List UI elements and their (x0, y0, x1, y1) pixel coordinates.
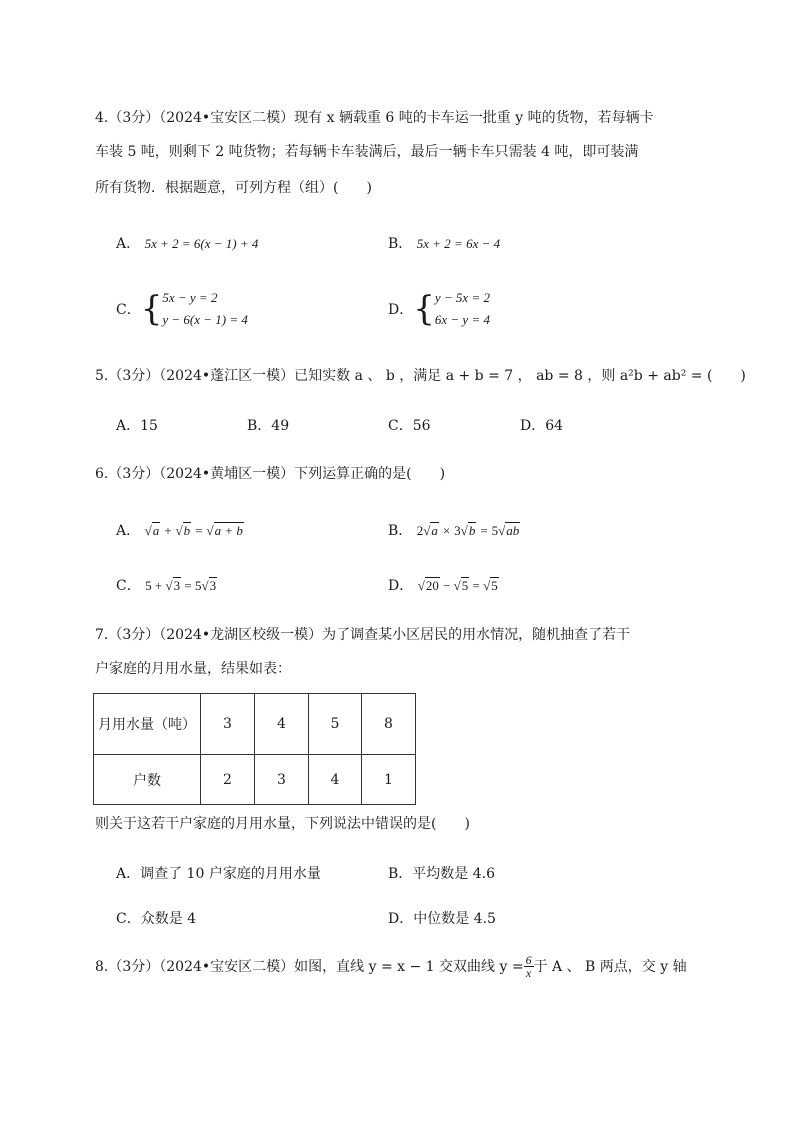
fraction-denominator: x (525, 966, 532, 980)
table-cell: 4 (309, 755, 362, 805)
q5-option-c[interactable]: C．56 (388, 418, 431, 434)
q5-option-a[interactable]: A．15 (116, 418, 158, 434)
q6-stem: 6.（3分）（2024•黄埔区一模）下列运算正确的是( ) (95, 466, 446, 482)
table-cell: 2 (201, 755, 255, 805)
q5-stem: 5.（3分）（2024•蓬江区一模）已知实数 a 、 b ，满足 a + b = 7 ， ab = 8 ，则 a²b + ab² = ( ) (95, 368, 746, 384)
option-label: B． (388, 236, 413, 252)
q4-stem-line2: 车装 5 吨，则剩下 2 吨货物；若每辆卡车装满后，最后一辆卡车只需装 4 吨，即可装满 (95, 144, 639, 160)
option-expression: √a + √b = √a + b (144, 523, 243, 538)
system-brace: { (413, 289, 435, 329)
option-expression: 5x + 2 = 6x − 4 (416, 236, 501, 251)
q8-stem-end: 于 A 、 B 两点，交 y 轴 (533, 958, 687, 975)
table-cell: 3 (255, 755, 309, 805)
equation-system (162, 287, 248, 331)
table-row (94, 755, 416, 805)
q8-stem-start: 8.（3分）（2024•宝安区二模）如图，直线 y = x − 1 交双曲线 y = (95, 958, 524, 975)
table-cell: 8 (362, 694, 416, 755)
q6-option-d[interactable] (388, 576, 499, 596)
q7-option-c[interactable]: C．众数是 4 (116, 911, 197, 927)
table-cell: 1 (362, 755, 416, 805)
q4-option-a[interactable] (116, 234, 258, 254)
equation: y − 5x = 2 (434, 290, 490, 305)
option-label: D． (388, 578, 414, 594)
equation: 6x − y = 4 (434, 312, 490, 327)
equation: y − 6(x − 1) = 4 (162, 312, 248, 327)
option-expression: 5x + 2 = 6(x − 1) + 4 (144, 236, 259, 251)
q7-option-a[interactable]: A．调查了 10 户家庭的月用水量 (116, 866, 321, 882)
q6-option-a[interactable] (116, 521, 244, 541)
fraction-numerator: 6 (525, 953, 532, 967)
q4-stem-line1: 4.（3分）（2024•宝安区二模）现有 x 辆载重 6 吨的卡车运一批重 y 吨的货物，若每辆卡 (95, 110, 654, 126)
option-label: D． (388, 302, 414, 318)
option-expression: √20 − √5 = √5 (417, 578, 498, 593)
table-row-header: 月用水量（吨） (94, 694, 201, 755)
table-cell: 3 (201, 694, 255, 755)
option-label: A． (116, 523, 141, 539)
option-expression: 5 + √3 = 5√3 (145, 578, 217, 593)
q6-option-c[interactable] (116, 576, 217, 596)
q4-option-d[interactable] (388, 286, 490, 332)
table-cell: 4 (255, 694, 309, 755)
q5-option-d[interactable]: D．64 (520, 418, 564, 434)
option-label: B． (388, 523, 413, 539)
equation: 5x − y = 2 (162, 290, 218, 305)
q7-stem-line1: 7.（3分）（2024•龙湖区校级一模）为了调查某小区居民的用水情况，随机抽查了若干 (95, 627, 631, 643)
option-label: C． (116, 578, 141, 594)
table-row-header: 户数 (94, 755, 201, 805)
q4-option-b[interactable] (388, 234, 500, 254)
system-brace: { (140, 289, 163, 329)
q5-option-b[interactable]: B．49 (247, 418, 290, 434)
fraction (524, 954, 534, 979)
q6-option-b[interactable] (388, 521, 520, 541)
option-label: C． (116, 302, 141, 318)
option-label: A． (116, 236, 141, 252)
table-row (94, 694, 416, 755)
option-expression: 2√a × 3√b = 5√ab (416, 523, 520, 538)
q8-stem (95, 954, 687, 979)
q7-option-d[interactable]: D．中位数是 4.5 (388, 911, 496, 927)
q7-question: 则关于这若干户家庭的月用水量，下列说法中错误的是( ) (95, 816, 470, 832)
q4-option-c[interactable] (116, 286, 248, 332)
water-usage-table (93, 693, 416, 805)
equation-system (435, 287, 490, 331)
q7-option-b[interactable]: B．平均数是 4.6 (388, 866, 496, 882)
table-cell: 5 (309, 694, 362, 755)
q7-stem-line2: 户家庭的月用水量，结果如表： (95, 661, 291, 677)
q4-stem-line3: 所有货物．根据题意，可列方程（组）( ) (95, 180, 372, 196)
